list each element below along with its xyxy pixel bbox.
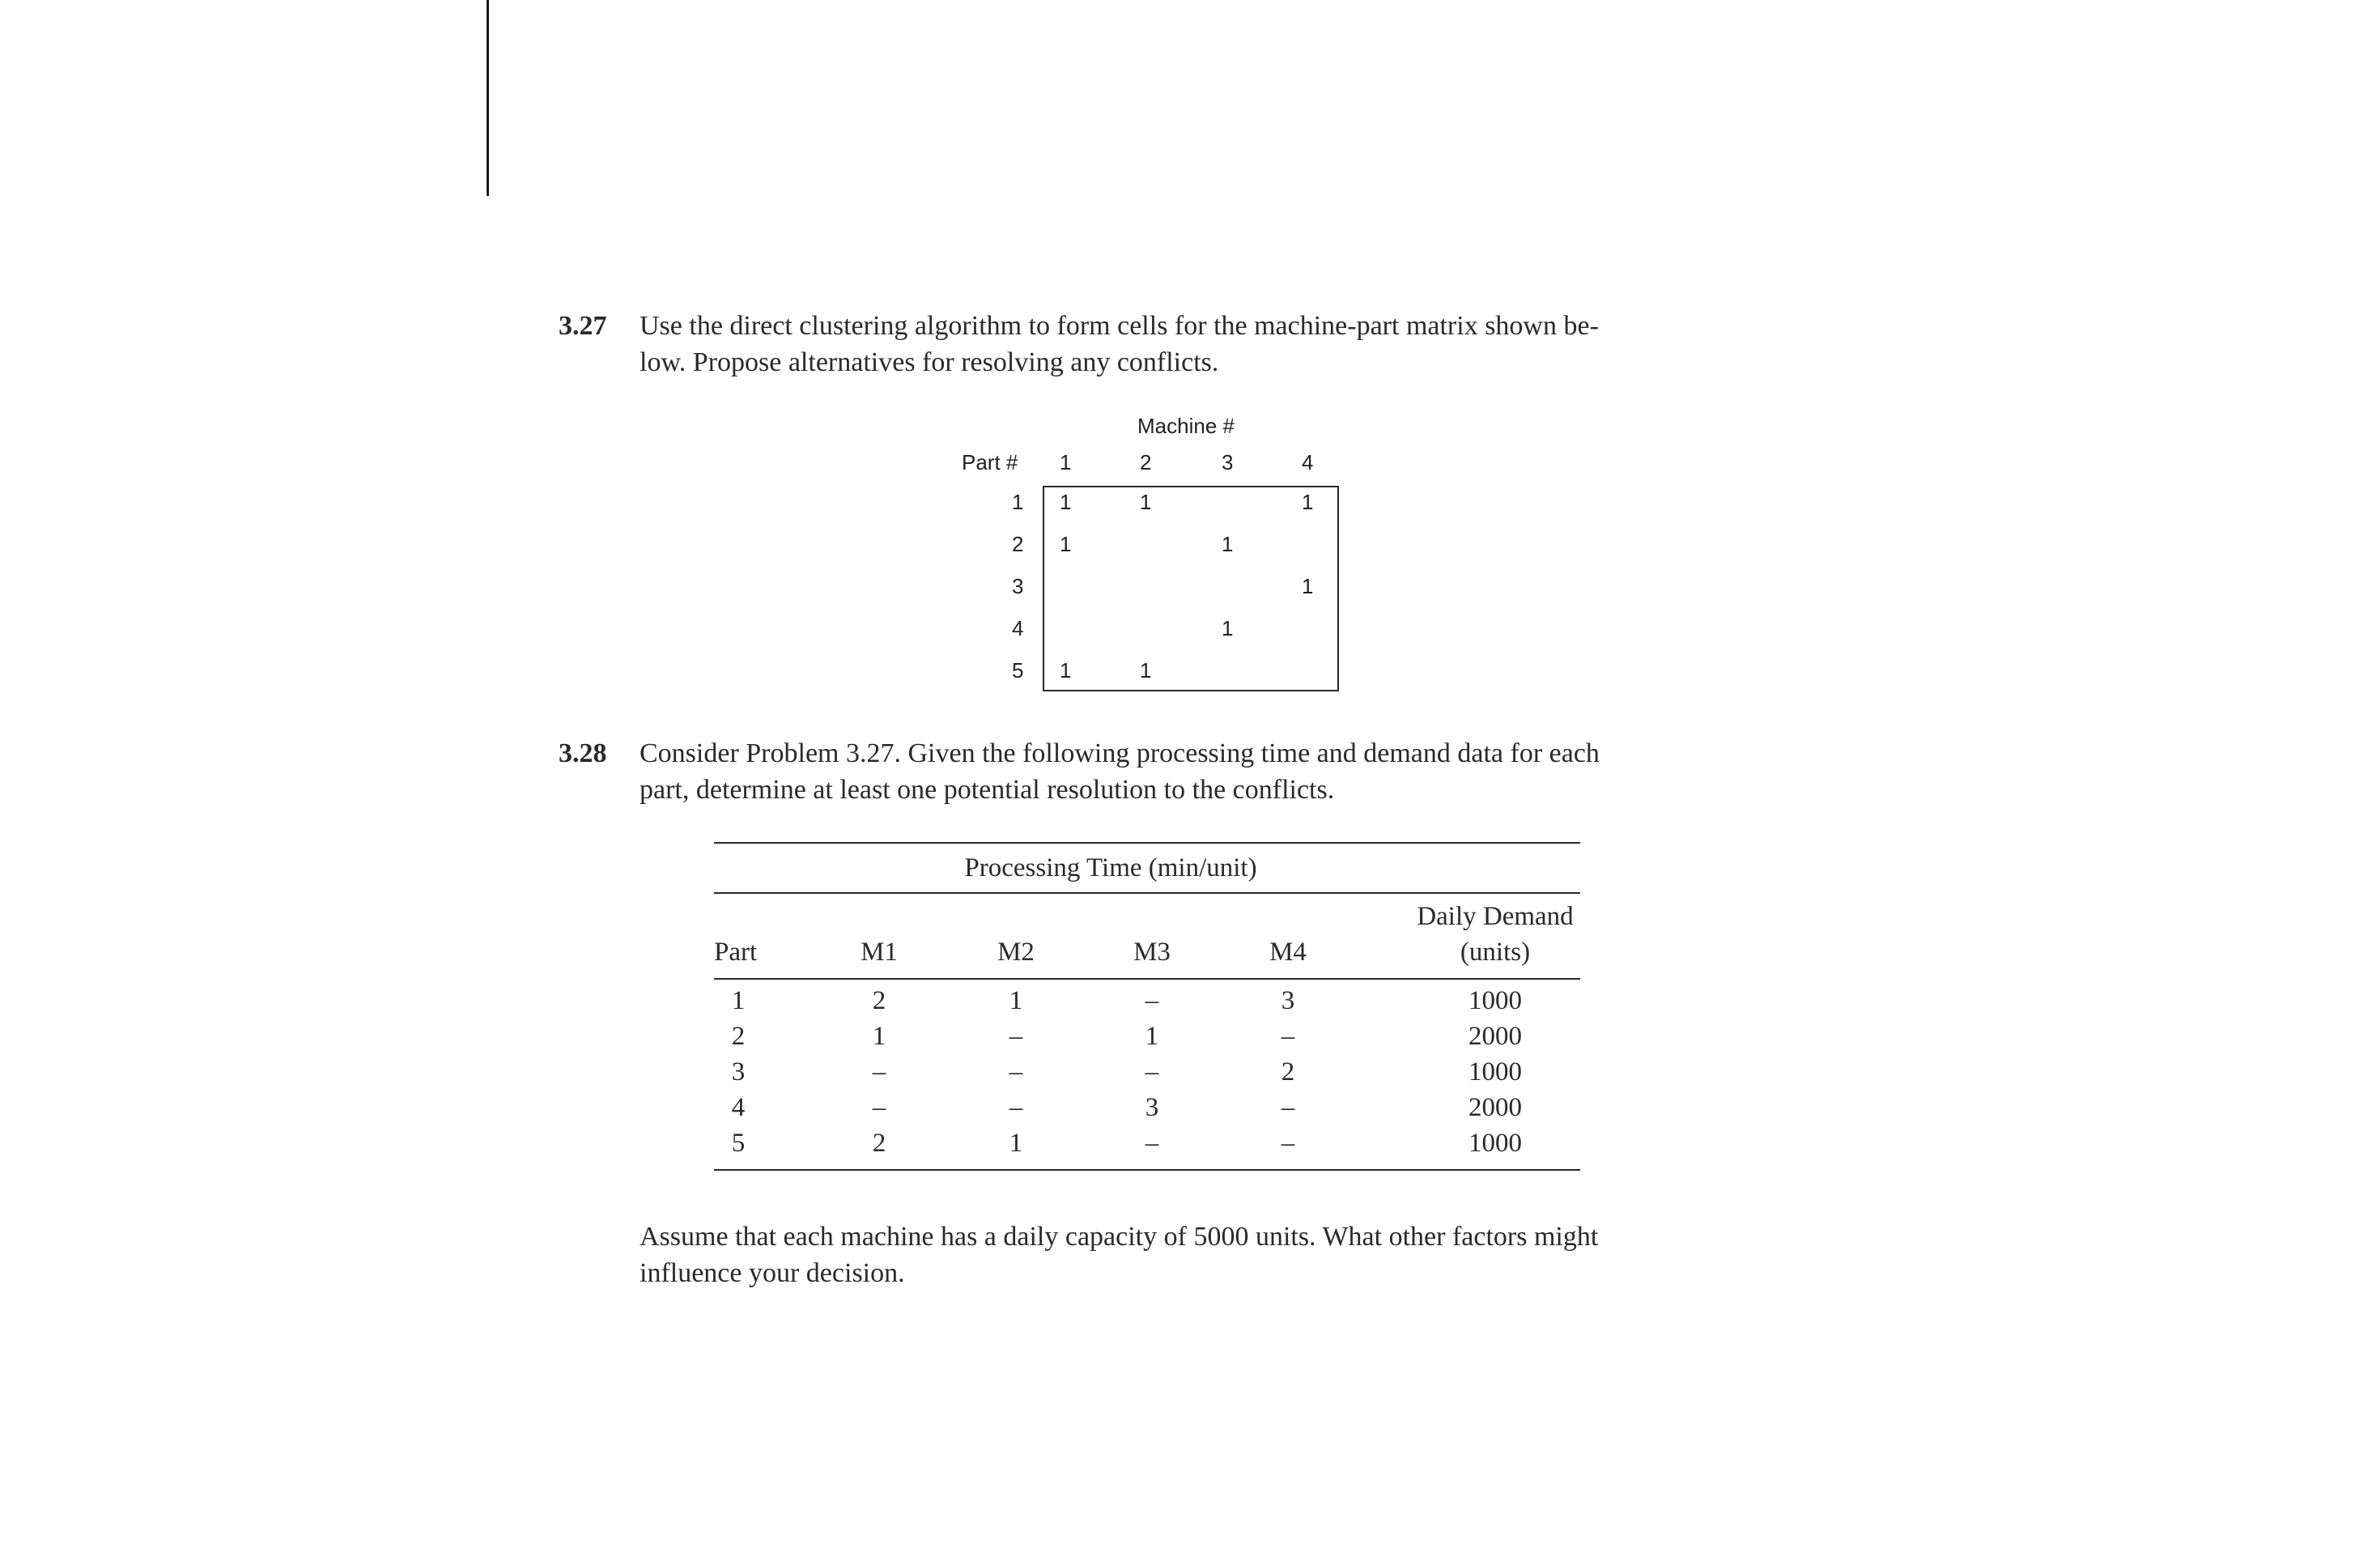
table-cell: – bbox=[872, 1057, 886, 1087]
problem-text bbox=[640, 735, 1757, 808]
problem-number: 3.28 bbox=[559, 738, 607, 768]
problem-text bbox=[640, 308, 1757, 381]
table-cell: 1 bbox=[1009, 1129, 1023, 1158]
table-cell: – bbox=[1281, 1093, 1295, 1122]
matrix-cell: 1 bbox=[1140, 490, 1152, 514]
table-cell: 2 bbox=[1281, 1057, 1295, 1087]
column-header-m1: M1 bbox=[861, 938, 898, 967]
table-cell-demand: 2000 bbox=[1468, 1022, 1522, 1051]
column-header-m3: M3 bbox=[1133, 938, 1171, 967]
matrix-cell: 1 bbox=[1060, 658, 1072, 683]
problem-text-line: low. Propose alternatives for resolving any conflicts. bbox=[640, 347, 1219, 377]
table-cell: – bbox=[1009, 1093, 1023, 1122]
table-cell: 3 bbox=[1145, 1093, 1159, 1122]
table-cell: – bbox=[1145, 1129, 1159, 1158]
table-cell: 1 bbox=[872, 1022, 886, 1051]
table-cell: – bbox=[872, 1093, 886, 1122]
matrix-box bbox=[1043, 486, 1339, 691]
problem-text-line: Use the direct clustering algorithm to form cells for the machine-part matrix shown be- bbox=[640, 311, 1599, 341]
matrix-row-header: Part # bbox=[962, 450, 1018, 474]
closing-line: influence your decision. bbox=[640, 1258, 905, 1288]
table-cell: – bbox=[1281, 1022, 1295, 1051]
problem-text-line: part, determine at least one potential resolution to the conflicts. bbox=[640, 775, 1335, 805]
part-label: 2 bbox=[1012, 532, 1024, 556]
part-label: 5 bbox=[1012, 658, 1024, 683]
machine-col-header: 3 bbox=[1222, 450, 1234, 474]
table-cell: – bbox=[1009, 1057, 1023, 1087]
machine-col-header: 1 bbox=[1060, 450, 1072, 474]
machine-part-matrix bbox=[947, 409, 1352, 700]
table-cell: 1 bbox=[1145, 1022, 1159, 1051]
table-cell: 3 bbox=[1281, 986, 1295, 1015]
table-cell: 2 bbox=[872, 1129, 886, 1158]
processing-time-table bbox=[714, 842, 1580, 1174]
table-cell-part: 2 bbox=[731, 1022, 746, 1051]
matrix-cell: 1 bbox=[1302, 490, 1314, 514]
column-header-m4: M4 bbox=[1269, 938, 1307, 967]
closing-line: Assume that each machine has a daily capacity of 5000 units. What other factors might bbox=[640, 1222, 1599, 1252]
table-cell: 2 bbox=[872, 986, 886, 1015]
column-header-m2: M2 bbox=[997, 938, 1035, 967]
problem-number: 3.27 bbox=[559, 311, 607, 341]
matrix-cell: 1 bbox=[1060, 532, 1072, 556]
problem-text-line: Consider Problem 3.27. Given the following processing time and demand data for each bbox=[640, 738, 1600, 768]
machine-col-header: 2 bbox=[1140, 450, 1152, 474]
table-cell-part: 1 bbox=[731, 986, 746, 1015]
column-header-part: Part bbox=[714, 938, 758, 967]
table-cell-demand: 1000 bbox=[1468, 1057, 1522, 1087]
table-cell-demand: 1000 bbox=[1468, 1129, 1522, 1158]
table-group-header: Processing Time (min/unit) bbox=[964, 853, 1257, 882]
part-label: 4 bbox=[1012, 616, 1024, 640]
table-cell: – bbox=[1145, 986, 1159, 1015]
table-cell-demand: 1000 bbox=[1468, 986, 1522, 1015]
table-top-rule bbox=[714, 842, 1580, 844]
matrix-cell: 1 bbox=[1140, 658, 1152, 683]
table-cell-part: 5 bbox=[731, 1129, 746, 1158]
matrix-cell: 1 bbox=[1222, 532, 1234, 556]
column-header-demand: Daily Demand bbox=[1417, 902, 1574, 931]
table-group-rule bbox=[714, 892, 1580, 894]
table-cell: – bbox=[1145, 1057, 1159, 1087]
page-margin-line bbox=[487, 0, 489, 196]
matrix-cell: 1 bbox=[1302, 574, 1314, 598]
column-header-demand-units: (units) bbox=[1460, 938, 1531, 967]
table-cell: – bbox=[1281, 1129, 1295, 1158]
machine-col-header: 4 bbox=[1302, 450, 1314, 474]
table-bottom-rule bbox=[714, 1169, 1580, 1171]
table-cell: 1 bbox=[1009, 986, 1023, 1015]
table-cell: – bbox=[1009, 1022, 1023, 1051]
table-header-rule bbox=[714, 978, 1580, 980]
part-label: 3 bbox=[1012, 574, 1024, 598]
matrix-cell: 1 bbox=[1060, 490, 1072, 514]
matrix-title: Machine # bbox=[1137, 414, 1235, 438]
table-cell-demand: 2000 bbox=[1468, 1093, 1522, 1122]
matrix-cell: 1 bbox=[1222, 616, 1234, 640]
table-cell-part: 3 bbox=[731, 1057, 746, 1087]
table-cell-part: 4 bbox=[731, 1093, 746, 1122]
part-label: 1 bbox=[1012, 490, 1024, 514]
closing-paragraph bbox=[640, 1218, 1773, 1291]
